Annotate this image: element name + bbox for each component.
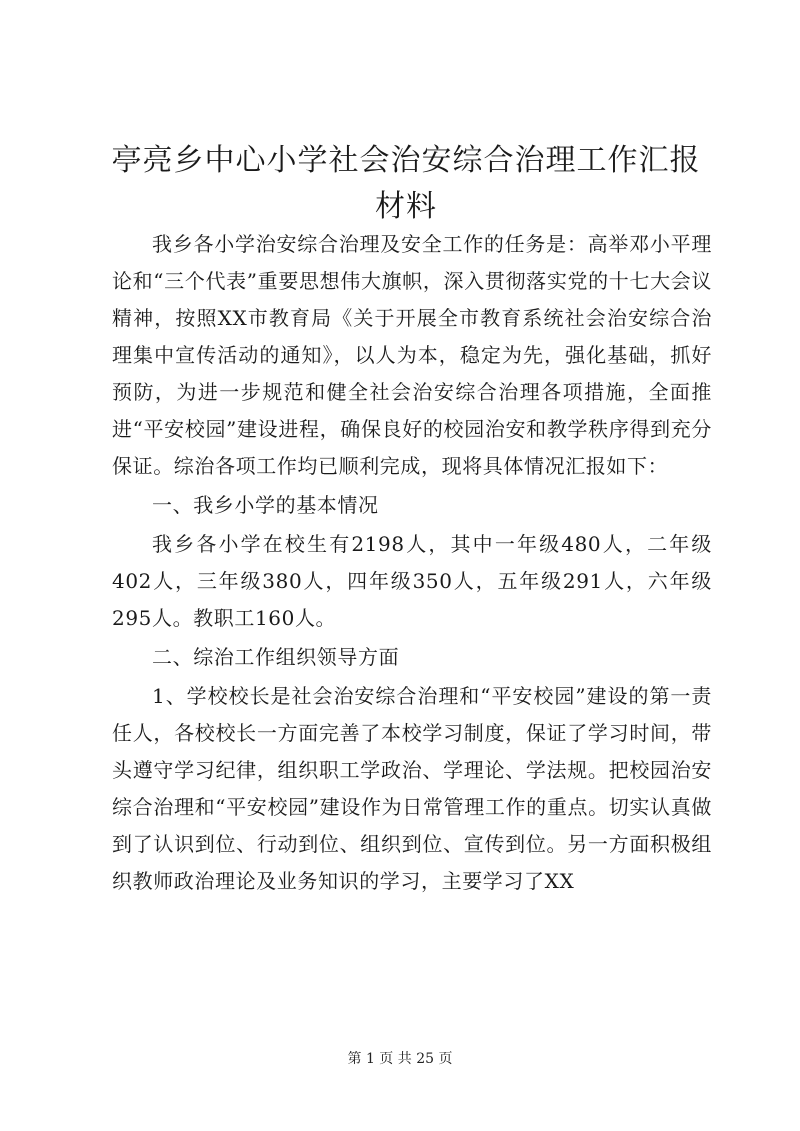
document-title: 亭亮乡中心小学社会治安综合治理工作汇报材料 bbox=[111, 143, 701, 224]
section-heading-leadership: 二、综治工作组织领导方面 bbox=[152, 645, 400, 669]
student-stats-paragraph: 我乡各小学在校生有2198人，其中一年级480人，二年级402人，三年级380人，四年级350人，五年级291人，六年级295人。教职工160人。 bbox=[112, 532, 712, 630]
page-footer: 第 1 页 共 25 页 bbox=[347, 1051, 453, 1067]
document-body bbox=[112, 226, 712, 900]
section-heading-basic-situation: 一、我乡小学的基本情况 bbox=[152, 493, 379, 517]
leadership-paragraph: 1、学校校长是社会治安综合治理和“平安校园”建设的第一责任人，各校校长一方面完善了本校学习制度，保证了学习时间，带头遵守学习纪律，组织职工学政治、学理论、学法规。把校园治安综合治理和“平安校园”建设作为日常管理工作的重点。切实认真做到了认识到位、行动到位、组织到位、宣传到位。另一方面积极组织教师政治理论及业务知识的学习，主要学习了XX bbox=[112, 684, 712, 893]
intro-paragraph: 我乡各小学治安综合治理及安全工作的任务是：高举邓小平理论和“三个代表”重要思想伟大旗帜，深入贯彻落实党的十七大会议精神，按照XX市教育局《关于开展全市教育系统社会治安综合治理集中宣传活动的通知》，以人为本，稳定为先，强化基础，抓好预防，为进一步规范和健全社会治安综合治理各项措施，全面推进“平安校园”建设进程，确保良好的校园治安和教学秩序得到充分保证。综治各项工作均已顺利完成，现将具体情况汇报如下： bbox=[112, 232, 712, 478]
